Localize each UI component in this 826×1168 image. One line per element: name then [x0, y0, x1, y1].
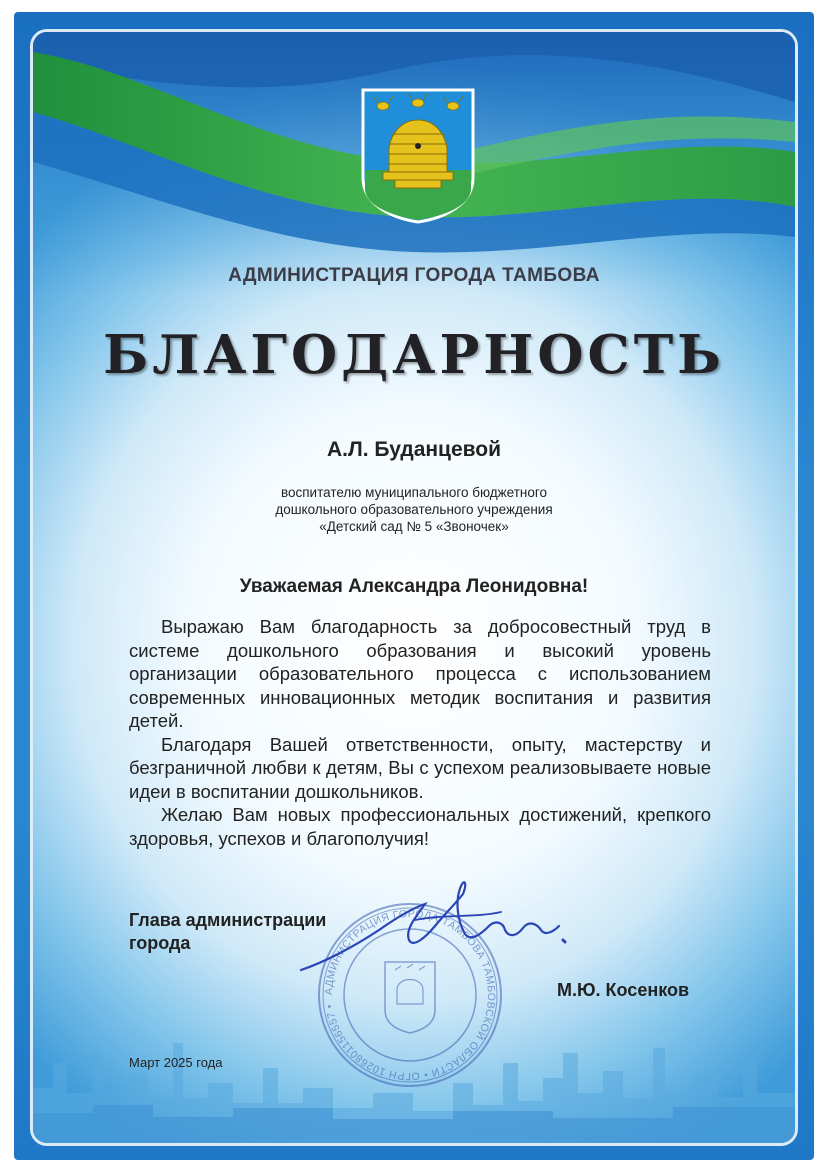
signer-position-line: Глава администрации [129, 910, 327, 930]
tambov-coat-of-arms-beehive-icon [359, 86, 477, 224]
recipient-desc-line: «Детский сад № 5 «Звоночек» [319, 519, 509, 534]
body-paragraph: Благодаря Вашей ответственности, опыту, мастерству и безграничной любви к детям, Вы с успехом реализовываете новые идеи в воспитании дошкольников. [129, 733, 711, 802]
salutation: Уважаемая Александра Леонидовна! [239, 576, 589, 597]
administration-title: АДМИНИСТРАЦИЯ ГОРОДА ТАМБОВА [228, 265, 600, 286]
stamp-text: АДМИНИСТРАЦИЯ ГОРОДА ТАМБОВА ТАМБОВСКОЙ ОБЛАСТИ • ОГРН 1026801156557 • [322, 907, 498, 1083]
body-paragraph: Желаю Вам новых профессиональных достижений, крепкого здоровья, успехов и благополучия! [129, 804, 711, 849]
signer-position-line: города [129, 933, 191, 953]
recipient-desc-line: воспитателю муниципального бюджетного [280, 485, 548, 500]
recipient-desc-line: дошкольного образовательного учреждения [275, 502, 553, 517]
recipient-name: А.Л. Буданцевой [326, 438, 502, 461]
handwritten-signature-icon [295, 864, 575, 976]
certificate-inner-panel [33, 32, 795, 1143]
document-title: БЛАГОДАРНОСТЬ [103, 324, 725, 386]
signer-name: М.Ю. Косенков [557, 980, 690, 1000]
issue-date: Март 2025 года [129, 1055, 223, 1070]
body-paragraph: Выражаю Вам благодарность за добросовестный труд в системе дошкольного образования и высокий уровень организации образовательного процесса с использованием современных инновационных методик воспитания и развития детей. [129, 616, 711, 731]
recipient-description [33, 484, 795, 535]
signer-position [129, 909, 326, 955]
letter-body [129, 615, 711, 850]
